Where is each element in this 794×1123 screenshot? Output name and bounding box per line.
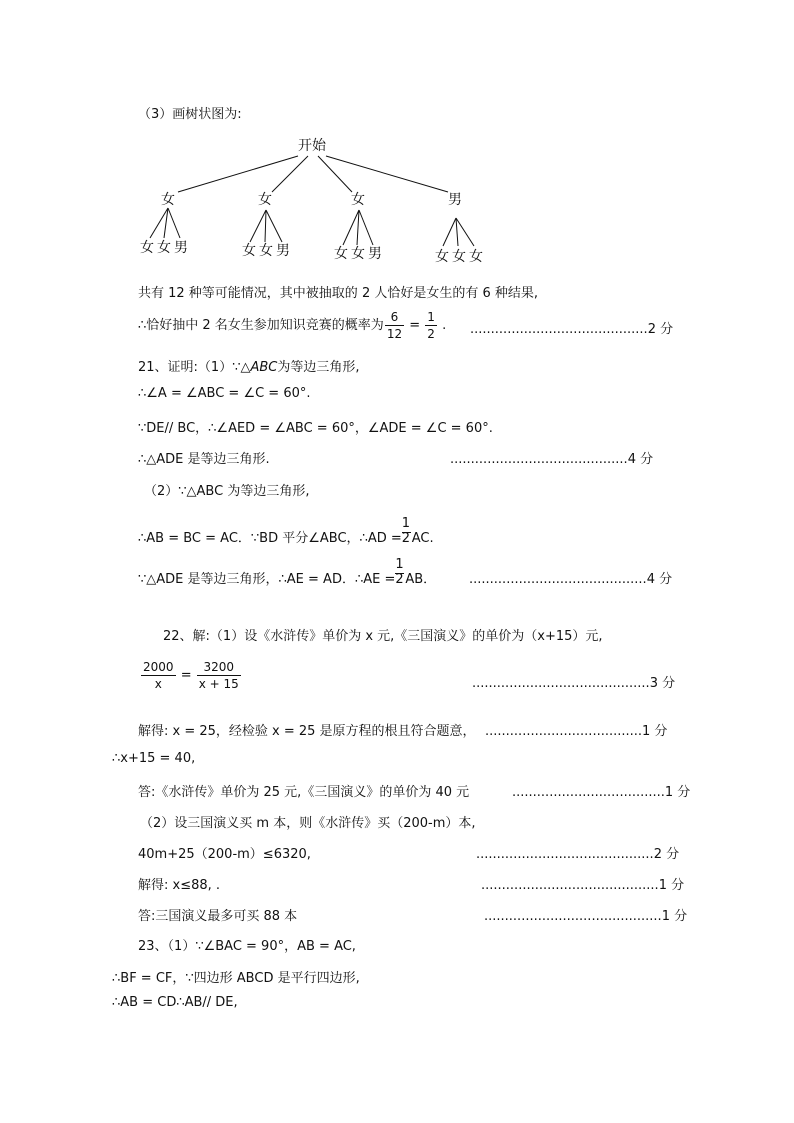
tree-leaf-1-1: 女: [140, 240, 154, 256]
tree-leaf-4-3: 女: [469, 249, 483, 265]
q23-line3: ∴AB = CD∴AB// DE,: [112, 995, 238, 1010]
half-den: 2: [395, 572, 404, 587]
half-fraction: [401, 516, 412, 546]
tree-node-2: 女: [258, 192, 272, 208]
q22-inequality: 40m+25（200-m）≤6320,: [138, 847, 311, 862]
q21-line7: [138, 557, 437, 587]
q21-line4: ∴△ADE 是等边三角形.: [138, 452, 270, 467]
part3-label: （3）画树状图为:: [138, 107, 242, 122]
tree-leaf-3-3: 男: [368, 246, 382, 262]
tree-leaf-3-1: 女: [334, 246, 348, 262]
q22-score-1a: ......................................1 分: [485, 724, 668, 739]
q22-equation: [140, 660, 242, 691]
q22-solve: 解得: x = 25，经检验 x = 25 是原方程的根且符合题意，: [138, 724, 476, 739]
q21-suffix: 为等边三角形,: [277, 360, 360, 375]
q22-score-3: ...........................................3 分: [472, 676, 676, 691]
q21-part2: （2）∵△ABC 为等边三角形,: [144, 484, 310, 499]
q23-line2: ∴BF = CF，∵四边形 ABCD 是平行四边形,: [112, 971, 360, 986]
q21-line7-b: AB．: [405, 572, 437, 587]
half-den: 2: [401, 531, 411, 546]
result-line: 共有 12 种等可能情况，其中被抽取的 2 人恰好是女生的有 6 种结果,: [138, 286, 539, 301]
tree-leaf-2-3: 男: [276, 243, 290, 259]
fraction-6-12: [385, 310, 404, 341]
q22-solve2: 解得: x≤88, .: [138, 878, 221, 893]
probability-text: ∴恰好抽中 2 名女生参加知识竞赛的概率为: [138, 318, 384, 333]
equals-sign: =: [180, 668, 192, 683]
fraction-den: 12: [386, 327, 403, 341]
q21-score-4b: ...........................................4 分: [469, 572, 673, 587]
equals-sign: =: [409, 318, 421, 333]
tree-node-1: 女: [161, 192, 175, 208]
q21-prefix: 21、证明:（1）∵△: [138, 360, 251, 375]
probability-line: [138, 310, 446, 341]
q22-score-1d: ...........................................1 分: [484, 909, 688, 924]
tree-leaf-1-2: 女: [157, 240, 171, 256]
q22-score-1b: .....................................1 分: [512, 785, 691, 800]
q22-heading: 22、解:（1）设《水浒传》单价为 x 元,《三国演义》的单价为（x+15）元,: [163, 629, 603, 644]
q21-line3: ∵DE// BC，∴∠AED = ∠ABC = 60°，∠ADE = ∠C = 60°.: [138, 421, 493, 436]
q21-score-4a: ...........................................4 分: [450, 452, 654, 467]
tree-leaf-1-3: 男: [174, 240, 188, 256]
fraction-3200-x15: [197, 660, 241, 691]
fraction-den: x + 15: [198, 677, 239, 691]
q21-line6-a: ∴AB = BC = AC．∵BD 平分∠ABC，∴AD =: [138, 531, 402, 546]
q21-line6-b: AC.: [411, 531, 434, 546]
q22-answer1: 答:《水浒传》单价为 25 元,《三国演义》的单价为 40 元: [138, 785, 470, 800]
tree-node-4: 男: [448, 192, 462, 208]
q22-score-1c: ...........................................1 分: [481, 878, 685, 893]
fraction-num: 6: [385, 310, 404, 326]
q21-abc: ABC: [250, 360, 278, 375]
tree-node-3: 女: [351, 192, 365, 208]
q22-line4: ∴x+15 = 40,: [112, 751, 196, 766]
half-fraction: [395, 557, 405, 587]
score-2: ...........................................2 分: [470, 322, 674, 337]
fraction-1-2: [425, 310, 437, 341]
q21-line6: [138, 516, 434, 546]
q21-line7-a: ∵△ADE 是等边三角形，∴AE = AD．∴AE =: [138, 572, 396, 587]
tree-diagram: [0, 0, 794, 275]
tree-leaf-4-2: 女: [452, 249, 466, 265]
tree-leaf-4-1: 女: [435, 249, 449, 265]
tree-branches: [150, 156, 474, 246]
period: .: [442, 318, 447, 333]
fraction-2000-x: [141, 660, 176, 691]
fraction-num: 2000: [143, 660, 174, 674]
q22-answer2: 答:三国演义最多可买 88 本: [138, 909, 298, 924]
fraction-den: 2: [427, 327, 435, 341]
fraction-den: x: [154, 677, 162, 691]
q21-heading: [138, 356, 360, 375]
tree-root: 开始: [298, 138, 326, 154]
fraction-num: 3200: [197, 660, 241, 676]
fraction-num: 1: [427, 310, 435, 324]
tree-leaf-3-2: 女: [351, 246, 365, 262]
half-num: 1: [395, 557, 404, 572]
q23-heading: 23、（1）∵∠BAC = 90°，AB = AC,: [138, 939, 356, 954]
tree-leaf-2-2: 女: [259, 243, 273, 259]
half-num: 1: [401, 516, 411, 531]
q22-score-2: ...........................................2 分: [476, 847, 680, 862]
q22-part2: （2）设三国演义买 m 本，则《水浒传》买（200-m）本,: [140, 816, 476, 831]
q21-line2: ∴∠A = ∠ABC = ∠C = 60°.: [138, 386, 311, 401]
tree-leaf-2-1: 女: [242, 243, 256, 259]
